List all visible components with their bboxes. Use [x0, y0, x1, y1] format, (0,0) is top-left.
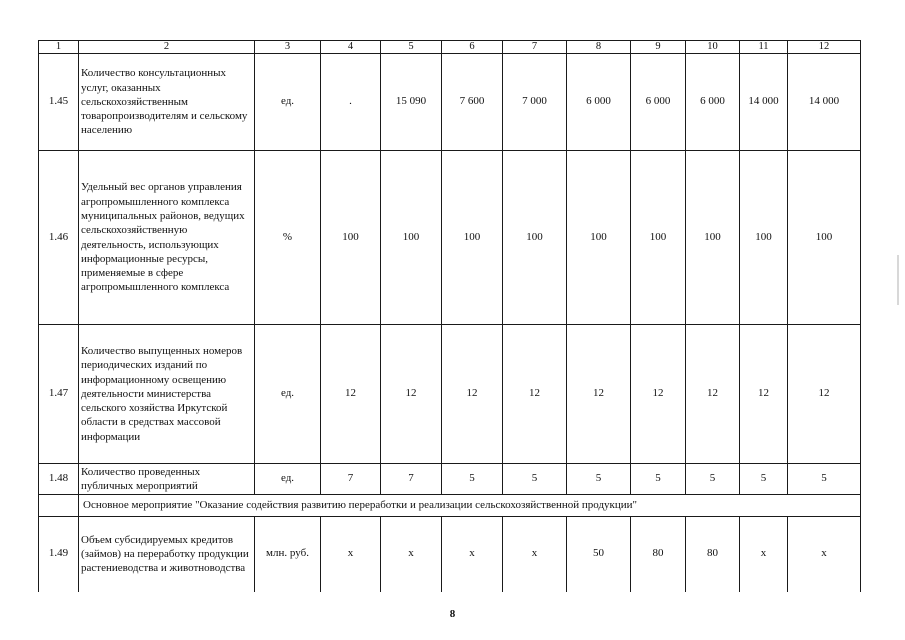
- column-header-9: 9: [631, 41, 686, 54]
- indicators-table: [38, 40, 861, 592]
- value-cell: 12: [788, 325, 861, 464]
- value-cell: 100: [381, 151, 442, 325]
- section-row: [39, 495, 861, 517]
- value-cell: 50: [567, 517, 631, 592]
- column-header-8: 8: [567, 41, 631, 54]
- column-header-3: 3: [255, 41, 321, 54]
- value-cell: 100: [740, 151, 788, 325]
- value-cell: х: [740, 517, 788, 592]
- value-cell: 100: [567, 151, 631, 325]
- column-header-2: 2: [79, 41, 255, 54]
- indicator-name: Удельный вес органов управления агропромышленного комплекса муниципальных районов, ведущих сельскохозяйственную деятельность, использующих информационные ресурсы, применяемые в сфере агропромышленного комплекса: [79, 151, 255, 325]
- value-cell: 12: [321, 325, 381, 464]
- row-number: 1.49: [39, 517, 79, 592]
- table-row: [39, 464, 861, 495]
- table-row: [39, 54, 861, 151]
- column-header-10: 10: [686, 41, 740, 54]
- column-header-1: 1: [39, 41, 79, 54]
- value-cell: 100: [321, 151, 381, 325]
- column-header-7: 7: [503, 41, 567, 54]
- unit-cell: ед.: [255, 54, 321, 151]
- value-cell: 12: [631, 325, 686, 464]
- column-header-6: 6: [442, 41, 503, 54]
- unit-cell: %: [255, 151, 321, 325]
- value-cell: 80: [631, 517, 686, 592]
- value-cell: 80: [686, 517, 740, 592]
- value-cell: 14 000: [740, 54, 788, 151]
- value-cell: 12: [740, 325, 788, 464]
- page-number: 8: [449, 608, 456, 620]
- value-cell: х: [442, 517, 503, 592]
- value-cell: .: [321, 54, 381, 151]
- value-cell: 7: [321, 464, 381, 495]
- value-cell: 6 000: [631, 54, 686, 151]
- unit-cell: ед.: [255, 325, 321, 464]
- value-cell: 6 000: [686, 54, 740, 151]
- unit-cell: млн. руб.: [255, 517, 321, 592]
- value-cell: 5: [503, 464, 567, 495]
- value-cell: 100: [631, 151, 686, 325]
- column-header-12: 12: [788, 41, 861, 54]
- indicator-name: Объем субсидируемых кредитов (займов) на переработку продукции растениеводства и животноводства: [79, 517, 255, 592]
- value-cell: 12: [381, 325, 442, 464]
- table-row: [39, 151, 861, 325]
- column-header-4: 4: [321, 41, 381, 54]
- value-cell: 5: [567, 464, 631, 495]
- row-number: 1.47: [39, 325, 79, 464]
- value-cell: 5: [740, 464, 788, 495]
- section-number-cell: [39, 495, 79, 517]
- value-cell: 7 600: [442, 54, 503, 151]
- scan-edge-mark: [897, 255, 899, 305]
- value-cell: х: [503, 517, 567, 592]
- column-header-5: 5: [381, 41, 442, 54]
- value-cell: 5: [442, 464, 503, 495]
- column-header-11: 11: [740, 41, 788, 54]
- table-row: [39, 517, 861, 592]
- row-number: 1.46: [39, 151, 79, 325]
- value-cell: х: [321, 517, 381, 592]
- indicator-name: Количество консультационных услуг, оказанных сельскохозяйственным товаропроизводителям и сельскому населению: [79, 54, 255, 151]
- value-cell: 100: [442, 151, 503, 325]
- unit-cell: ед.: [255, 464, 321, 495]
- value-cell: х: [788, 517, 861, 592]
- value-cell: х: [381, 517, 442, 592]
- value-cell: 12: [567, 325, 631, 464]
- value-cell: 5: [788, 464, 861, 495]
- value-cell: 100: [503, 151, 567, 325]
- indicator-name: Количество проведенных публичных мероприятий: [79, 464, 255, 495]
- row-number: 1.48: [39, 464, 79, 495]
- column-number-row: [39, 41, 861, 54]
- value-cell: 100: [788, 151, 861, 325]
- value-cell: 12: [503, 325, 567, 464]
- value-cell: 100: [686, 151, 740, 325]
- table-body: [39, 41, 861, 592]
- value-cell: 14 000: [788, 54, 861, 151]
- value-cell: 15 090: [381, 54, 442, 151]
- indicator-name: Количество выпущенных номеров периодических изданий по информационному освещению деятельности министерства сельского хозяйства Иркутской области в средствах массовой информации: [79, 325, 255, 464]
- value-cell: 5: [631, 464, 686, 495]
- section-title: Основное мероприятие "Оказание содействия развитию переработки и реализации сельскохозяйственной продукции": [79, 495, 861, 517]
- row-number: 1.45: [39, 54, 79, 151]
- value-cell: 6 000: [567, 54, 631, 151]
- table-row: [39, 325, 861, 464]
- value-cell: 12: [686, 325, 740, 464]
- value-cell: 7: [381, 464, 442, 495]
- value-cell: 7 000: [503, 54, 567, 151]
- value-cell: 5: [686, 464, 740, 495]
- value-cell: 12: [442, 325, 503, 464]
